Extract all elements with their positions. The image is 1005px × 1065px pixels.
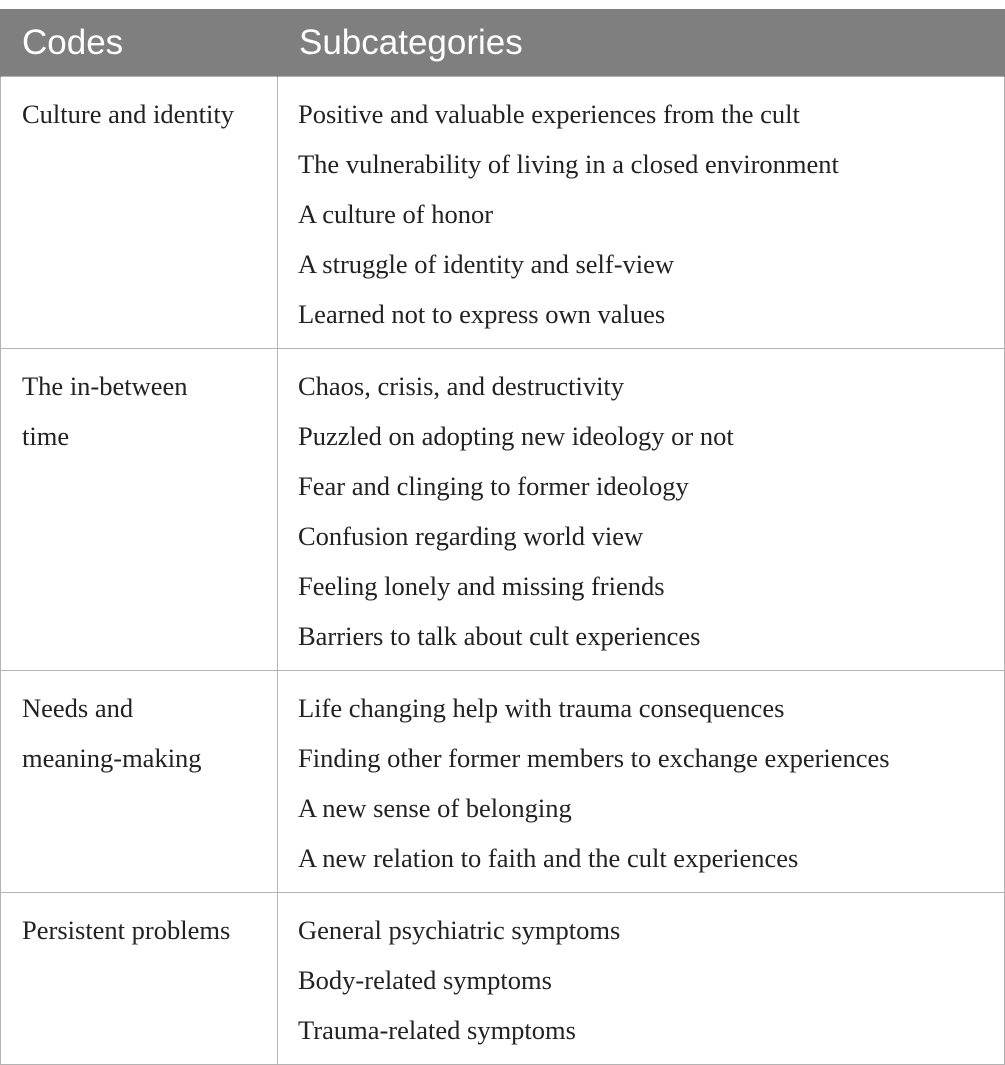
code-label: Needs and [22,693,134,723]
subcategory-item: General psychiatric symptoms [298,915,621,945]
code-cell [1,349,278,671]
table-row [1,77,1005,349]
subcategory-item: Life changing help with trauma consequences [298,693,785,723]
subcategory-item: A struggle of identity and self-view [298,249,675,279]
header-subcategories: Subcategories [278,9,1005,77]
code-cell [1,893,278,1065]
table-row [1,349,1005,671]
subcategories-cell [278,77,1005,349]
subcategory-item: Trauma-related symptoms [298,1015,576,1045]
subcategory-item: Chaos, crisis, and destructivity [298,371,625,401]
subcategories-cell [278,893,1005,1065]
subcategory-item: The vulnerability of living in a closed environment [298,149,839,179]
subcategory-item: Barriers to talk about cult experiences [298,621,701,651]
subcategory-item: Confusion regarding world view [298,521,644,551]
header-codes: Codes [1,9,278,77]
code-label: Persistent problems [22,915,231,945]
subcategory-item: Puzzled on adopting new ideology or not [298,421,734,451]
subcategories-cell [278,671,1005,893]
subcategories-cell [278,349,1005,671]
code-cell [1,77,278,349]
code-label: meaning-making [22,743,202,773]
subcategory-item: Feeling lonely and missing friends [298,571,665,601]
subcategory-item: Finding other former members to exchange experiences [298,743,890,773]
subcategory-item: A new sense of belonging [298,793,572,823]
subcategory-item: A new relation to faith and the cult experiences [298,843,799,873]
subcategory-item: Learned not to express own values [298,299,666,329]
code-label: time [22,421,70,451]
subcategory-item: Positive and valuable experiences from the cult [298,99,800,129]
subcategory-item: Fear and clinging to former ideology [298,471,689,501]
subcategory-item: A culture of honor [298,199,494,229]
subcategory-item: Body-related symptoms [298,965,552,995]
code-label: Culture and identity [22,99,234,129]
table-row [1,671,1005,893]
table-header-row [1,9,1005,77]
codes-table [0,9,1005,1065]
code-cell [1,671,278,893]
code-label: The in-between [22,371,188,401]
table-row [1,893,1005,1065]
